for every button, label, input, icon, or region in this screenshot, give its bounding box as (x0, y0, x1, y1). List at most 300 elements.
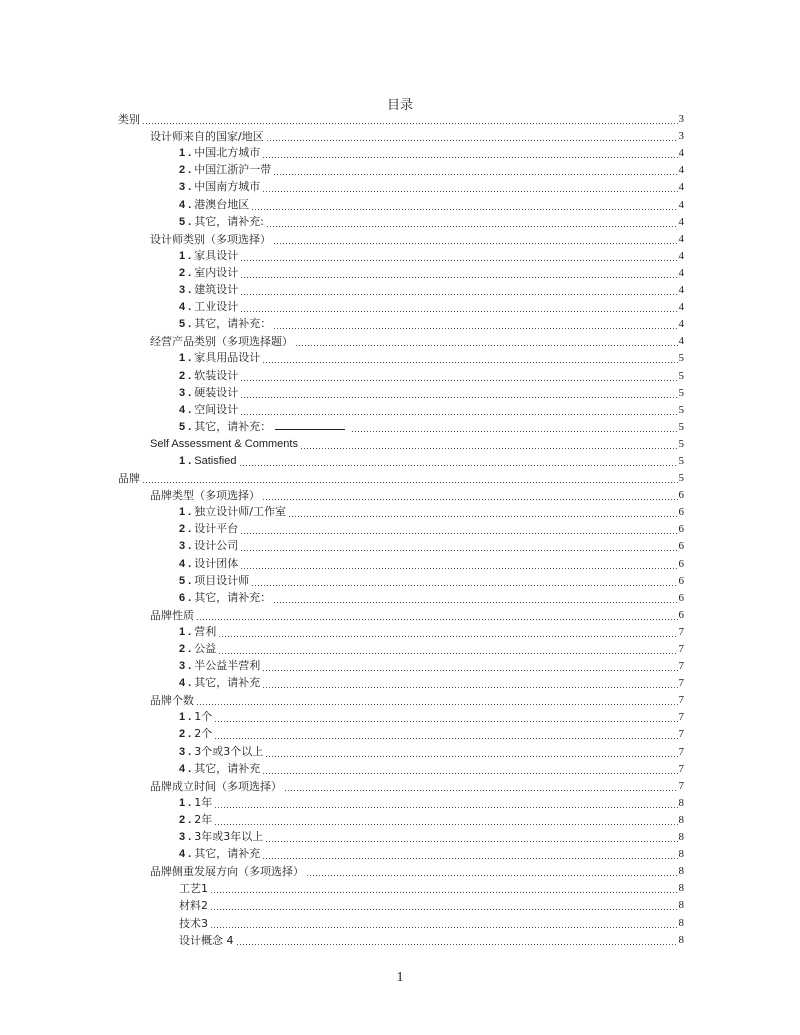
dot-leader (240, 533, 677, 534)
toc-entry-label (179, 264, 240, 282)
toc-entry-page: 8 (678, 916, 684, 929)
toc-entry-number: 6 (179, 591, 186, 604)
toc-entry-label (179, 247, 240, 265)
dot-leader (218, 636, 677, 637)
toc-entry-page: 7 (678, 745, 684, 758)
toc-entry-text: 1个 (194, 710, 213, 724)
toc-entry-page: 7 (678, 694, 684, 707)
toc-entry-text: 中国江浙沪一带 (194, 163, 272, 177)
dot-leader (142, 482, 678, 483)
dot-leader (214, 807, 677, 808)
toc-entry-number: 4 (179, 848, 186, 861)
dot-leader (239, 465, 678, 466)
toc-entry-page: 8 (678, 848, 684, 861)
toc-entry-label (150, 863, 306, 880)
toc-entry-number: 4 (179, 403, 186, 416)
toc-entry-text: 3年或3年以上 (194, 830, 264, 844)
toc-entry-number-separator: . (185, 403, 195, 416)
toc-entry-number: 3 (179, 660, 186, 673)
toc-entry-label (179, 794, 214, 812)
toc-entry-page: 6 (678, 489, 684, 502)
toc-entry-number: 5 (179, 420, 186, 433)
toc-entry-number-separator: . (185, 352, 195, 365)
toc-entry-page: 6 (678, 540, 684, 553)
toc-entry-number: 1 (179, 625, 186, 638)
toc-entry-text: 工艺1 (179, 882, 208, 896)
toc-entry-number-separator: . (185, 386, 195, 399)
toc-entry-number: 3 (179, 745, 186, 758)
dot-leader (295, 345, 678, 346)
toc-entry-label (150, 435, 300, 453)
toc-entry[interactable] (118, 350, 684, 367)
toc-entry-number-separator: . (185, 164, 195, 177)
toc-entry-page: 6 (678, 557, 684, 570)
toc-entry-page: 8 (678, 899, 684, 912)
toc-entry-page: 7 (678, 643, 684, 655)
toc-entry[interactable] (118, 436, 684, 453)
dot-leader (240, 277, 677, 278)
toc-entry[interactable] (118, 231, 684, 248)
dot-leader (196, 619, 678, 620)
toc-entry-page: 7 (678, 625, 684, 638)
toc-entry-number: 4 (179, 198, 186, 211)
dot-leader (142, 123, 678, 124)
toc-entry-number-separator: . (185, 147, 195, 160)
dot-leader (262, 157, 677, 158)
toc-entry-number: 1 (179, 506, 186, 519)
toc-entry-text: 室内设计 (194, 265, 239, 279)
toc-entry-text: 港澳台地区 (194, 197, 250, 211)
dot-leader (306, 875, 678, 876)
toc-entry-label (179, 760, 262, 778)
toc-entry-number: 4 (179, 762, 186, 775)
toc-entry-number: 3 (179, 831, 186, 844)
toc-entry[interactable] (118, 179, 684, 196)
toc-entry-label (150, 333, 295, 350)
dot-leader (251, 209, 677, 210)
toc-entry-text: 3个或3个以上 (194, 744, 264, 758)
toc-entry-text: 其它，请补充 (194, 676, 261, 690)
toc-entry[interactable] (118, 829, 684, 846)
toc-entry-label (179, 657, 262, 675)
toc-entry-number: 2 (179, 266, 186, 279)
toc-entry-page: 5 (678, 420, 684, 433)
toc-entry-number: 1 (179, 249, 186, 262)
toc-entry-text: 材料2 (179, 899, 208, 913)
toc-entry-page: 5 (678, 437, 684, 450)
toc-entry[interactable] (118, 590, 684, 607)
toc-entry-page: 4 (678, 164, 684, 177)
toc-entry-number: 5 (179, 215, 186, 228)
toc-entry-number-separator: . (185, 745, 195, 758)
toc-entry-label (179, 196, 251, 214)
toc-entry[interactable] (118, 675, 684, 692)
toc-entry-label (179, 281, 240, 299)
toc-entry[interactable] (118, 265, 684, 282)
toc-entry-label (179, 537, 240, 555)
toc-entry-number: 5 (179, 574, 186, 587)
toc-entry-number-separator: . (185, 318, 195, 331)
table-of-contents (118, 111, 684, 949)
toc-entry-label (179, 674, 262, 692)
toc-entry-number-separator: . (185, 181, 195, 194)
toc-entry[interactable] (118, 504, 684, 521)
toc-entry-label (179, 213, 266, 231)
toc-entry[interactable] (118, 128, 684, 145)
toc-entry-number: 1 (179, 352, 186, 365)
toc-entry-page: 4 (678, 301, 684, 314)
toc-entry-number: 1 (179, 454, 186, 467)
toc-entry[interactable] (118, 863, 684, 880)
toc-entry[interactable] (118, 795, 684, 812)
toc-entry[interactable] (118, 573, 684, 590)
toc-entry-text: 其它，请补充： (194, 419, 272, 433)
toc-entry-number-separator: . (185, 848, 195, 861)
toc-entry-label (179, 503, 288, 521)
toc-entry-number-separator: . (185, 831, 195, 844)
toc-entry-number-separator: . (185, 796, 195, 809)
toc-entry-label (179, 623, 218, 641)
toc-entry-number-separator: . (185, 454, 195, 467)
toc-title: 目录 (386, 98, 413, 113)
toc-entry-number-separator: . (185, 523, 195, 536)
toc-entry[interactable] (118, 778, 684, 795)
toc-entry-number-separator: . (185, 711, 195, 724)
toc-entry-page: 7 (678, 711, 684, 724)
toc-entry[interactable] (118, 111, 684, 128)
toc-entry[interactable] (118, 487, 684, 504)
toc-entry-text: 家具设计 (194, 248, 239, 262)
toc-entry-label (179, 178, 262, 196)
dot-leader (236, 944, 678, 945)
toc-entry-page: 5 (678, 403, 684, 416)
toc-entry-label (179, 897, 210, 914)
dot-leader (262, 687, 677, 688)
toc-entry-text: 经营产品类别（多项选择题） (150, 335, 293, 349)
toc-entry-number: 1 (179, 796, 186, 809)
toc-entry-number-separator: . (185, 762, 195, 775)
toc-entry-number-separator: . (185, 574, 195, 587)
toc-entry-text: 2年 (194, 812, 213, 826)
dot-leader (262, 670, 677, 671)
toc-entry-label (150, 231, 273, 248)
toc-entry-text: 品牌侧重发展方向（多项选择） (150, 865, 304, 879)
dot-leader (273, 174, 677, 175)
toc-entry-number: 2 (179, 523, 186, 536)
toc-entry-number: 5 (179, 318, 186, 331)
toc-entry-text: 其它，请补充: (194, 214, 265, 228)
toc-entry[interactable] (118, 624, 684, 641)
toc-entry-page: 7 (678, 762, 684, 775)
toc-entry-number-separator: . (185, 643, 195, 655)
toc-entry-page: 7 (678, 779, 684, 792)
dot-leader (240, 380, 677, 381)
toc-entry-label (179, 589, 273, 607)
toc-entry[interactable] (118, 880, 684, 897)
toc-entry-text: 硬装设计 (194, 385, 239, 399)
toc-entry-page: 3 (678, 130, 684, 143)
dot-leader (262, 191, 677, 192)
toc-entry-text: Self Assessment & Comments (150, 437, 298, 450)
toc-entry-text: 公益 (194, 642, 217, 655)
toc-entry-text: 工业设计 (194, 300, 239, 314)
toc-entry-page: 8 (678, 865, 684, 878)
toc-entry[interactable] (118, 162, 684, 179)
toc-entry[interactable] (118, 897, 684, 914)
dot-leader (214, 738, 677, 739)
toc-entry-label (179, 555, 240, 573)
toc-entry-label (150, 607, 196, 624)
toc-entry-number-separator: . (185, 215, 195, 228)
toc-entry-number: 4 (179, 301, 186, 314)
dot-leader (210, 892, 678, 893)
dot-leader (196, 704, 678, 705)
toc-entry-page: 5 (678, 352, 684, 365)
toc-entry-number: 1 (179, 147, 186, 160)
toc-entry-label (179, 725, 214, 743)
toc-entry-number: 3 (179, 540, 186, 553)
toc-entry-page: 8 (678, 831, 684, 844)
toc-entry-page: 8 (678, 796, 684, 809)
toc-entry-page: 5 (678, 369, 684, 382)
toc-entry-page: 5 (678, 472, 684, 485)
dot-leader (273, 602, 677, 603)
toc-entry-page: 6 (678, 591, 684, 604)
toc-entry-number-separator: . (185, 677, 195, 690)
toc-entry[interactable] (118, 555, 684, 572)
toc-entry-page: 8 (678, 813, 684, 826)
toc-entry-label (150, 778, 284, 795)
dot-leader (240, 550, 677, 551)
toc-entry-label (179, 349, 262, 367)
dot-leader (266, 140, 678, 141)
toc-entry-page: 4 (678, 335, 684, 348)
toc-entry-page: 6 (678, 574, 684, 587)
toc-entry[interactable] (118, 761, 684, 778)
toc-entry-label (150, 487, 262, 504)
toc-entry-number: 4 (179, 677, 186, 690)
dot-leader (265, 756, 677, 757)
toc-entry-page: 7 (678, 677, 684, 690)
dot-leader (273, 243, 678, 244)
toc-entry[interactable] (118, 419, 684, 436)
toc-entry-number-separator: . (185, 813, 195, 826)
toc-entry[interactable] (118, 248, 684, 265)
toc-entry-text: 1年 (194, 795, 213, 809)
toc-entry-page: 4 (678, 284, 684, 297)
toc-entry-number-separator: . (185, 284, 195, 297)
toc-entry-label (179, 298, 240, 316)
toc-entry[interactable] (118, 402, 684, 419)
toc-entry-text: 其它，请补充 (194, 847, 261, 861)
toc-entry-label (179, 144, 262, 162)
toc-entry-label (150, 692, 196, 709)
toc-entry[interactable] (118, 214, 684, 231)
toc-entry-page: 4 (678, 318, 684, 331)
toc-entry-number-separator: . (185, 591, 195, 604)
toc-entry-label (179, 367, 240, 385)
toc-entry[interactable] (118, 726, 684, 743)
toc-entry-text: 项目设计师 (194, 573, 250, 587)
toc-entry-label (150, 128, 266, 145)
dot-leader (300, 448, 678, 449)
toc-entry-number-separator: . (185, 625, 195, 638)
toc-entry-text: 营利 (194, 624, 217, 638)
toc-entry-number-separator: . (185, 301, 195, 314)
toc-entry-text: 品牌类型（多项选择） (150, 489, 260, 503)
toc-entry-text: 设计概念 4 (179, 933, 234, 947)
toc-entry-text: Satisfied (194, 454, 237, 467)
page-number: 1 (396, 970, 404, 985)
dot-leader (266, 226, 677, 227)
toc-entry-number: 2 (179, 369, 186, 382)
toc-entry-label (179, 880, 210, 897)
toc-entry-number: 2 (179, 643, 186, 655)
toc-entry-label (179, 452, 239, 470)
dot-leader (262, 362, 677, 363)
toc-entry-label (179, 708, 214, 726)
dot-leader (273, 328, 677, 329)
toc-entry-text: 设计师类别（多项选择） (150, 232, 271, 246)
toc-entry-text: 品牌成立时间（多项选择） (150, 779, 282, 793)
toc-entry[interactable] (118, 453, 684, 470)
dot-leader (351, 431, 677, 432)
toc-entry-text: 中国北方城市 (194, 146, 261, 160)
toc-entry-text: 2个 (194, 727, 213, 741)
toc-entry-page: 3 (678, 113, 684, 126)
toc-entry[interactable] (118, 145, 684, 162)
toc-entry[interactable] (118, 812, 684, 829)
toc-entry-page: 4 (678, 181, 684, 194)
toc-entry-number: 2 (179, 164, 186, 177)
toc-entry-page: 4 (678, 198, 684, 211)
toc-entry[interactable] (118, 658, 684, 675)
toc-entry-text: 品牌个数 (150, 694, 194, 708)
toc-entry[interactable] (118, 385, 684, 402)
toc-entry-page: 8 (678, 882, 684, 895)
toc-entry-label (179, 811, 214, 829)
toc-entry-label (179, 915, 210, 932)
dot-leader (284, 790, 678, 791)
toc-entry-text: 品牌性质 (150, 608, 194, 622)
toc-entry[interactable] (118, 521, 684, 538)
dot-leader (262, 773, 677, 774)
toc-entry-label (179, 520, 240, 538)
toc-entry-number-separator: . (185, 420, 195, 433)
toc-entry-number-separator: . (185, 728, 195, 741)
dot-leader (251, 585, 677, 586)
dot-leader (240, 294, 677, 295)
toc-entry-text: 独立设计师/工作室 (194, 505, 287, 519)
dot-leader (262, 499, 678, 500)
toc-entry-page: 7 (678, 660, 684, 673)
toc-entry-text: 半公益半营利 (194, 659, 261, 673)
toc-entry-page: 4 (678, 215, 684, 228)
dot-leader (288, 516, 677, 517)
toc-entry-page: 4 (678, 249, 684, 262)
toc-entry-number: 3 (179, 386, 186, 399)
toc-entry-label (179, 743, 265, 761)
toc-entry-label (179, 315, 273, 333)
toc-entry-label (179, 384, 240, 402)
toc-entry[interactable] (118, 692, 684, 709)
toc-entry-number: 1 (179, 711, 186, 724)
toc-entry[interactable] (118, 367, 684, 384)
toc-entry-page: 4 (678, 232, 684, 245)
fill-in-blank-line (275, 418, 345, 430)
dot-leader (265, 841, 677, 842)
dot-leader (214, 824, 677, 825)
toc-entry[interactable] (118, 607, 684, 624)
toc-entry-number-separator: . (185, 557, 195, 570)
toc-entry[interactable] (118, 316, 684, 333)
toc-entry-number-separator: . (185, 540, 195, 553)
toc-entry[interactable] (118, 914, 684, 931)
toc-entry[interactable] (118, 709, 684, 726)
toc-entry[interactable] (118, 743, 684, 760)
toc-entry-text: 品牌 (118, 472, 140, 486)
toc-entry-number: 2 (179, 813, 186, 826)
toc-entry-number-separator: . (185, 660, 195, 673)
toc-entry-label (179, 932, 236, 949)
dot-leader (210, 927, 678, 928)
toc-entry[interactable] (118, 333, 684, 350)
toc-entry-page: 4 (678, 266, 684, 279)
toc-entry-text: 其它，请补充： (194, 590, 272, 604)
toc-entry-page: 6 (678, 608, 684, 621)
dot-leader (240, 311, 677, 312)
toc-entry-number-separator: . (185, 369, 195, 382)
toc-entry-label (118, 470, 142, 487)
toc-entry-page: 6 (678, 506, 684, 519)
toc-entry-number: 3 (179, 181, 186, 194)
toc-entry-label (179, 418, 351, 436)
toc-entry-label (179, 640, 218, 658)
toc-entry-number-separator: . (185, 506, 195, 519)
toc-entry-page: 8 (678, 933, 684, 946)
toc-entry[interactable] (118, 196, 684, 213)
toc-entry-label (179, 845, 262, 863)
toc-entry-label (179, 572, 251, 590)
toc-entry-page: 6 (678, 523, 684, 536)
toc-entry-label (179, 401, 240, 419)
dot-leader (240, 260, 677, 261)
dot-leader (214, 721, 677, 722)
toc-entry-number-separator: . (185, 198, 195, 211)
toc-entry-label (179, 828, 265, 846)
toc-entry-page: 5 (678, 386, 684, 399)
toc-entry[interactable] (118, 282, 684, 299)
toc-entry[interactable] (118, 538, 684, 555)
toc-entry[interactable] (118, 470, 684, 487)
toc-entry-text: 空间设计 (194, 402, 239, 416)
toc-entry-page: 5 (678, 454, 684, 467)
toc-entry-number: 2 (179, 728, 186, 741)
toc-entry[interactable] (118, 299, 684, 316)
toc-entry-text: 设计公司 (194, 539, 239, 553)
toc-entry-number-separator: . (185, 266, 195, 279)
toc-entry-page: 7 (678, 728, 684, 741)
toc-entry[interactable] (118, 846, 684, 863)
dot-leader (210, 909, 678, 910)
toc-entry[interactable] (118, 641, 684, 658)
dot-leader (240, 414, 677, 415)
dot-leader (218, 653, 677, 654)
toc-entry[interactable] (118, 932, 684, 949)
toc-entry-text: 其它，请补充： (194, 317, 272, 331)
dot-leader (240, 568, 677, 569)
toc-entry-label (179, 161, 273, 179)
